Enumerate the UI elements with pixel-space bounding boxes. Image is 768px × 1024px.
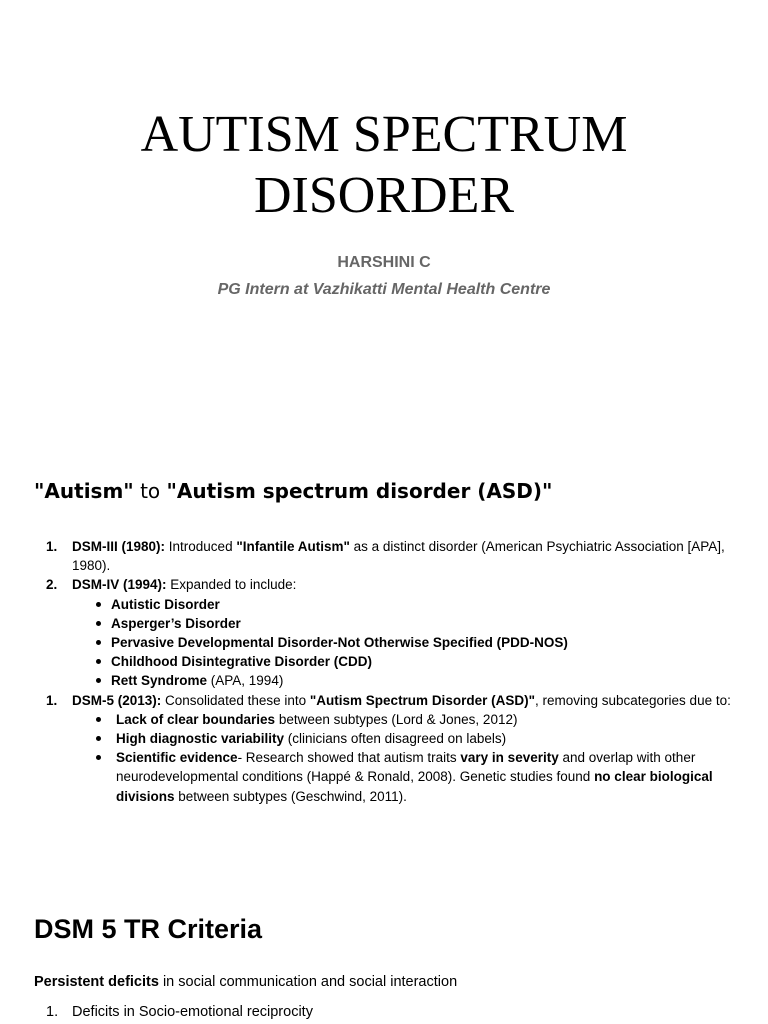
list-item: Childhood Disintegrative Disorder (CDD) bbox=[34, 652, 734, 671]
item-text: , removing subcategories due to: bbox=[534, 692, 731, 708]
item-label: DSM-IV (1994): bbox=[72, 577, 167, 593]
list-item-dsm-5 bbox=[34, 691, 734, 710]
criteria-list-item bbox=[34, 1003, 768, 1022]
list-item: Lack of clear boundaries between subtypes (Lord & Jones, 2012) bbox=[34, 710, 734, 729]
dsm-iv-subtype-list bbox=[34, 595, 734, 691]
document-title bbox=[0, 104, 768, 226]
section-heading-criteria: DSM 5 TR Criteria bbox=[34, 914, 263, 944]
list-number: 2. bbox=[46, 577, 58, 593]
list-item: Pervasive Developmental Disorder-Not Otherwise Specified (PDD-NOS) bbox=[34, 633, 734, 652]
list-item-dsm-iv bbox=[34, 575, 734, 594]
list-item: Scientific evidence- Research showed that autism traits vary in severity and overlap with other neurodevelopmental conditions (Happé & Ronald, 2008). Genetic studies found no clear biological divisions between subtypes (Geschwind, 2011). bbox=[34, 748, 734, 806]
item-text: Expanded to include: bbox=[166, 577, 297, 593]
title-line-2: DISORDER bbox=[253, 167, 515, 224]
item-text: Introduced bbox=[165, 539, 237, 554]
list-item: High diagnostic variability (clinicians often disagreed on labels) bbox=[34, 729, 734, 748]
list-number: 1. bbox=[46, 1004, 59, 1020]
history-list bbox=[34, 537, 734, 806]
criteria-emphasis: Persistent deficits bbox=[34, 974, 159, 990]
item-label: DSM-III (1980): bbox=[72, 539, 166, 554]
criteria-item-text: Deficits in Socio-emotional reciprocity bbox=[72, 1004, 313, 1020]
title-line-1: AUTISM SPECTRUM bbox=[140, 106, 628, 163]
item-emphasis: "Infantile Autism" bbox=[236, 539, 350, 554]
list-item: Asperger’s Disorder bbox=[34, 614, 734, 633]
author-name: HARSHINI C bbox=[337, 254, 431, 271]
item-label: DSM-5 (2013): bbox=[72, 692, 162, 708]
heading-term-autism: "Autism" bbox=[34, 479, 134, 503]
author-affiliation: PG Intern at Vazhikatti Mental Health Centre bbox=[217, 281, 551, 298]
criteria-intro bbox=[34, 973, 457, 992]
list-number: 1. bbox=[46, 539, 58, 554]
item-text: as a distinct disorder (American Psychiatric Association [APA], 1980). bbox=[72, 539, 725, 574]
dsm-5-reason-list bbox=[34, 710, 734, 806]
section-heading-history bbox=[34, 478, 552, 504]
heading-term-asd: "Autism spectrum disorder (ASD)" bbox=[166, 479, 553, 503]
criteria-text: in social communication and social interaction bbox=[158, 974, 458, 990]
list-number: 1. bbox=[46, 692, 58, 708]
item-text: Consolidated these into bbox=[161, 692, 310, 708]
heading-connector: to bbox=[133, 479, 167, 503]
list-item: Autistic Disorder bbox=[34, 595, 734, 614]
list-item: Rett Syndrome (APA, 1994) bbox=[34, 671, 734, 690]
list-item-dsm-iii bbox=[34, 537, 734, 575]
item-emphasis: "Autism Spectrum Disorder (ASD)" bbox=[309, 692, 535, 708]
